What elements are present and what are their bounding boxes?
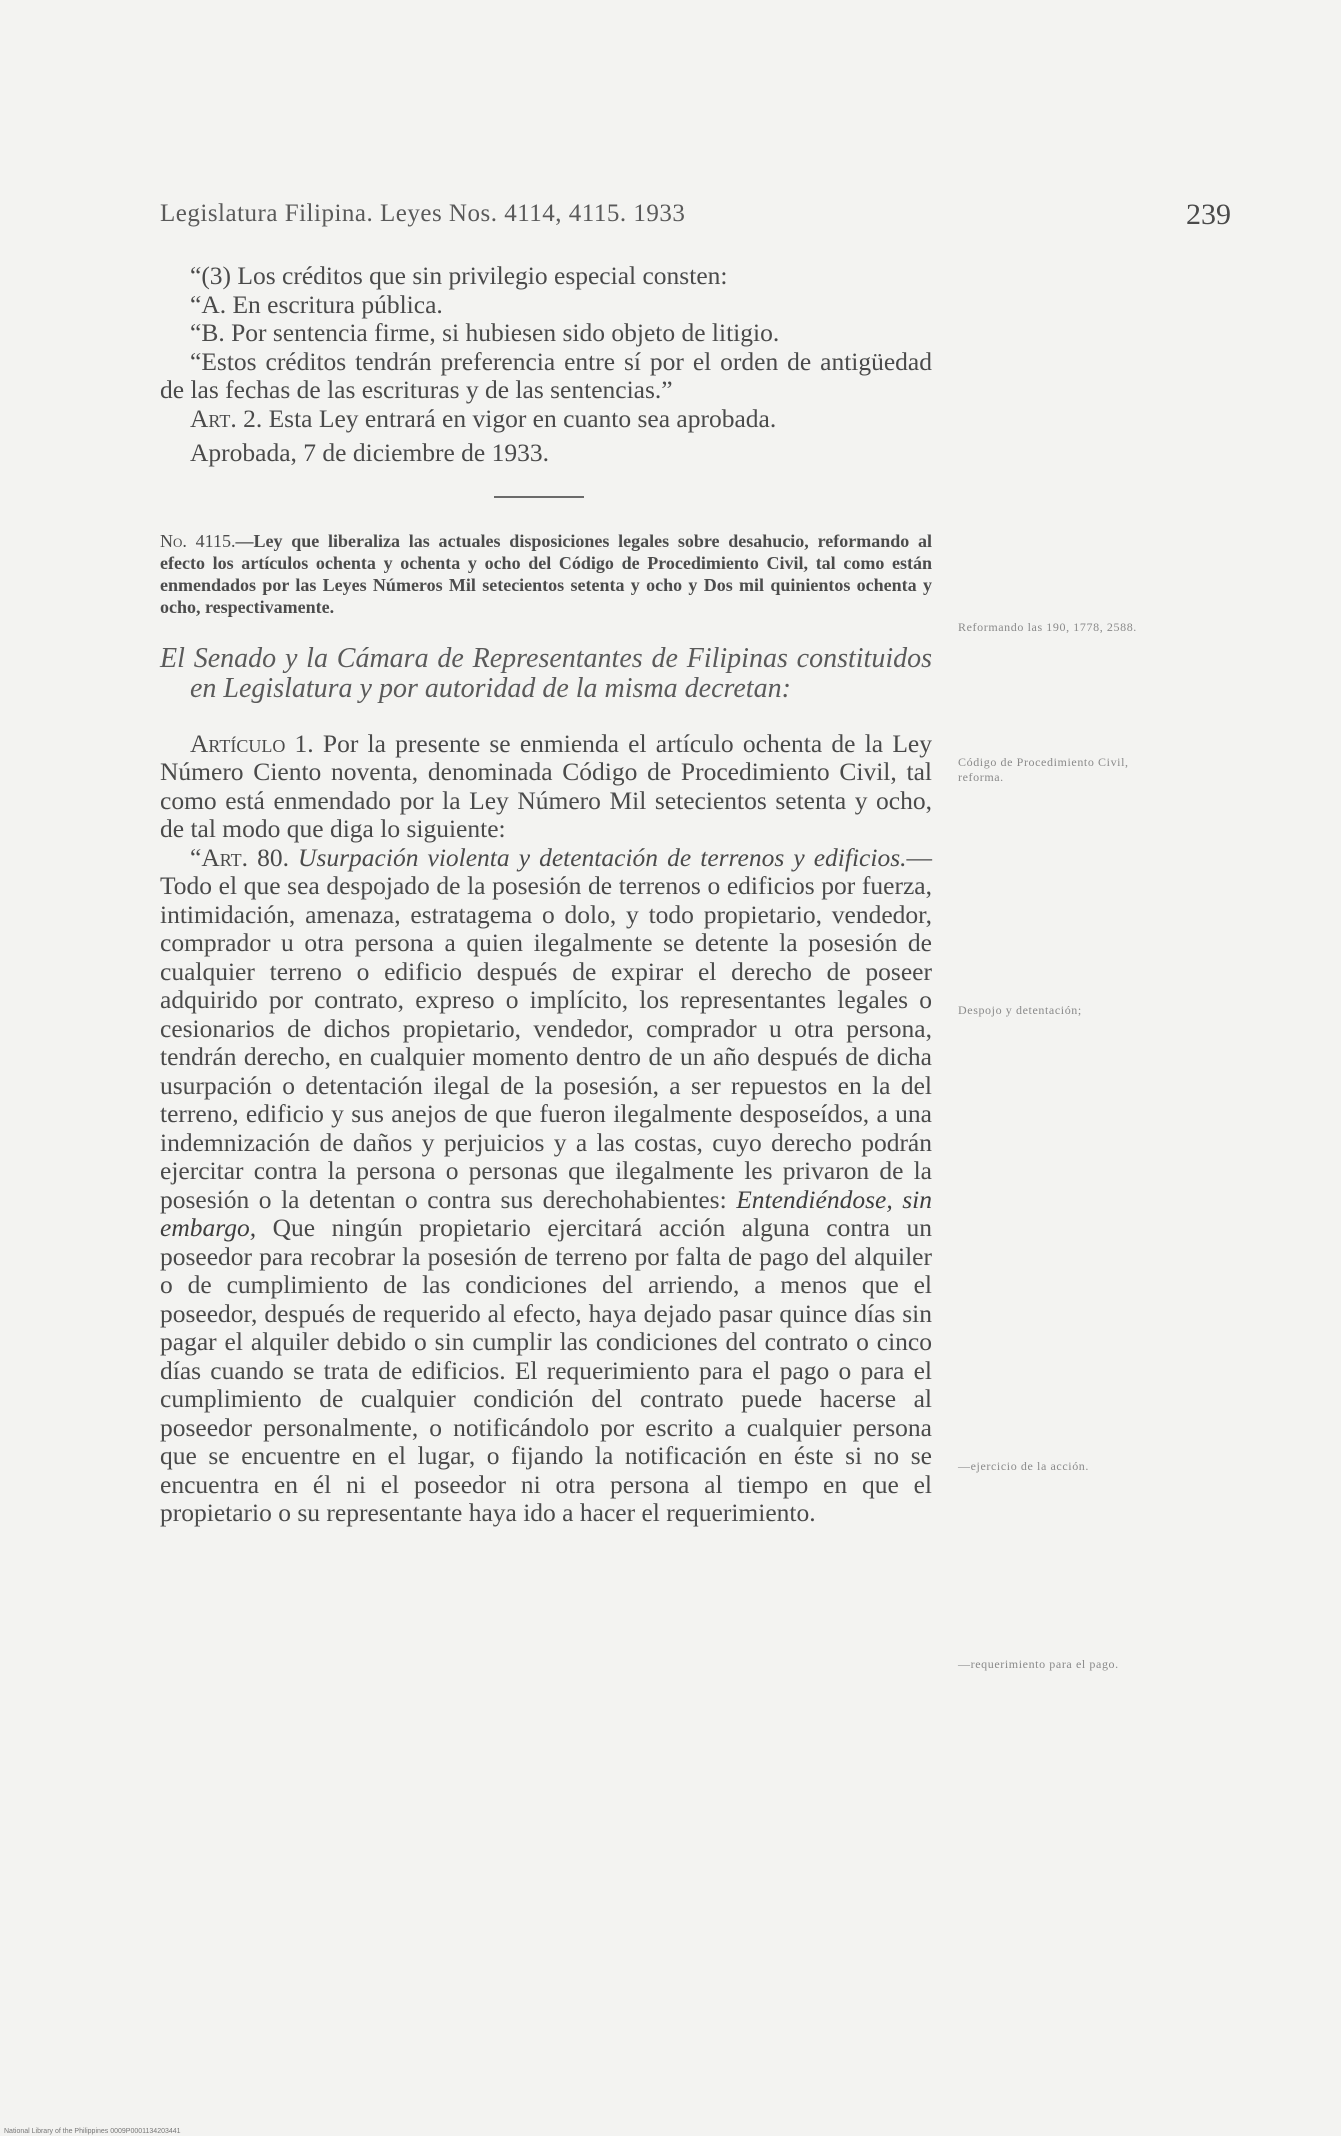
approval-date: Aprobada, 7 de diciembre de 1933. [190, 438, 550, 467]
enacting-clause: El Senado y la Cámara de Representantes de Filipinas constituidos en Legislatura y por autoridad de la misma decretan: [160, 642, 932, 704]
running-head: Legislatura Filipina. Leyes Nos. 4114, 4115. 1933 [160, 200, 686, 227]
section-divider [494, 496, 584, 498]
paragraph: “A. En escritura pública. [190, 289, 443, 319]
article-text: —Todo el que sea despojado de la posesión de terrenos o edificios por fuerza, intimidación, amenaza, estratagema o dolo, y todo propietario, vendedor, comprador u otra persona a quien ilegalmente se detente la posesión de cualquier terreno o edificio después de expirar el derecho de poseer adquirido por contrato, expreso o implícito, los representantes legales o cesionarios de dichos propietario, vendedor, comprador u otra persona, tendrán derecho, en cualquier momento dentro de un año después de dicha usurpación o detentación ilegal de la posesión, a ser repuestos en la del terreno, edificio y sus anejos de que fueron ilegalmente desposeídos, a una indemnización de daños y perjuicios y a las costas, cuyo derecho podrán ejercitar contra la persona o personas que ilegalmente les privaron de la posesión o la detentan o contra sus derechohabientes: [160, 842, 932, 1214]
article-heading: Usurpación violenta y detentación de terrenos y edificios. [288, 842, 907, 872]
proviso: Entendiéndose, sin embargo, [160, 1184, 932, 1242]
article-text: Esta Ley entrará en vigor en cuanto sea aprobada. [262, 403, 777, 433]
article-text: Por la presente se enmienda el artículo ochenta de la Ley Número Ciento noventa, denominada Código de Procedimiento Civil, tal como está enmendado por la Ley Número Mil setecientos setenta y ocho, de tal modo que diga lo siguiente: [160, 728, 932, 843]
article-2-paragraph [160, 405, 932, 434]
margin-note: —requerimiento para el pago. [958, 1657, 1119, 1671]
main-text-column [160, 262, 932, 1528]
article-label: Art. 2. [190, 403, 263, 433]
article-1-paragraph [160, 730, 932, 844]
page-number: 239 [1186, 198, 1231, 231]
paragraph: “(3) Los créditos que sin privilegio especial consten: [190, 261, 728, 290]
article-80-paragraph [160, 844, 932, 1528]
paragraph: “Estos créditos tendrán preferencia entre sí por el orden de antigüedad de las fechas de las escrituras y de las sentencias.” [160, 346, 932, 404]
footer-credit: National Library of the Philippines 0009P0001134203441 [4, 2128, 181, 2135]
article-text: Que ningún propietario ejercitará acción alguna contra un poseedor para recobrar la posesión de terreno por falta de pago del alquiler o de cumplimiento de las condiciones del arriendo, a menos que el poseedor, después de requerido al efecto, haya dejado pasar quince días sin pagar el alquiler debido o sin cumplir las condiciones del contrato o cinco días cuando se trata de edificios. El requerimiento para el pago o para el cumplimiento de cualquier condición del contrato puede hacerse al poseedor personalmente, o notificándolo por escrito a cualquier persona que se encuentre en el lugar, o fijando la notificación en éste si no se encuentra en él ni el poseedor ni otra persona al tiempo en que el propietario o su representante haya ido a hacer el requerimiento. [160, 1213, 932, 1527]
margin-note: —ejercicio de la acción. [958, 1459, 1090, 1473]
law-number: No. 4115. [160, 530, 236, 551]
margin-note: Código de Procedimiento Civil, reforma. [958, 755, 1129, 784]
article-label: Artículo 1. [190, 728, 314, 758]
law-title-text: —Ley que liberaliza las actuales disposiciones legales sobre desahucio, reformando al efecto los artículos ochenta y ochenta y ocho del Código de Procedimiento Civil, tal como están enmendados por las Leyes Números Mil setecientos setenta y ocho y Dos mil quinientos ochenta y ocho, respectivamente. [160, 530, 932, 617]
paragraph: “B. Por sentencia firme, si hubiesen sido objeto de litigio. [190, 318, 780, 347]
margin-note: Despojo y detentación; [958, 1003, 1082, 1017]
article-label: “Art. 80. [190, 842, 289, 872]
law-title [160, 530, 932, 618]
margin-note: Reformando las 190, 1778, 2588. [958, 620, 1137, 634]
